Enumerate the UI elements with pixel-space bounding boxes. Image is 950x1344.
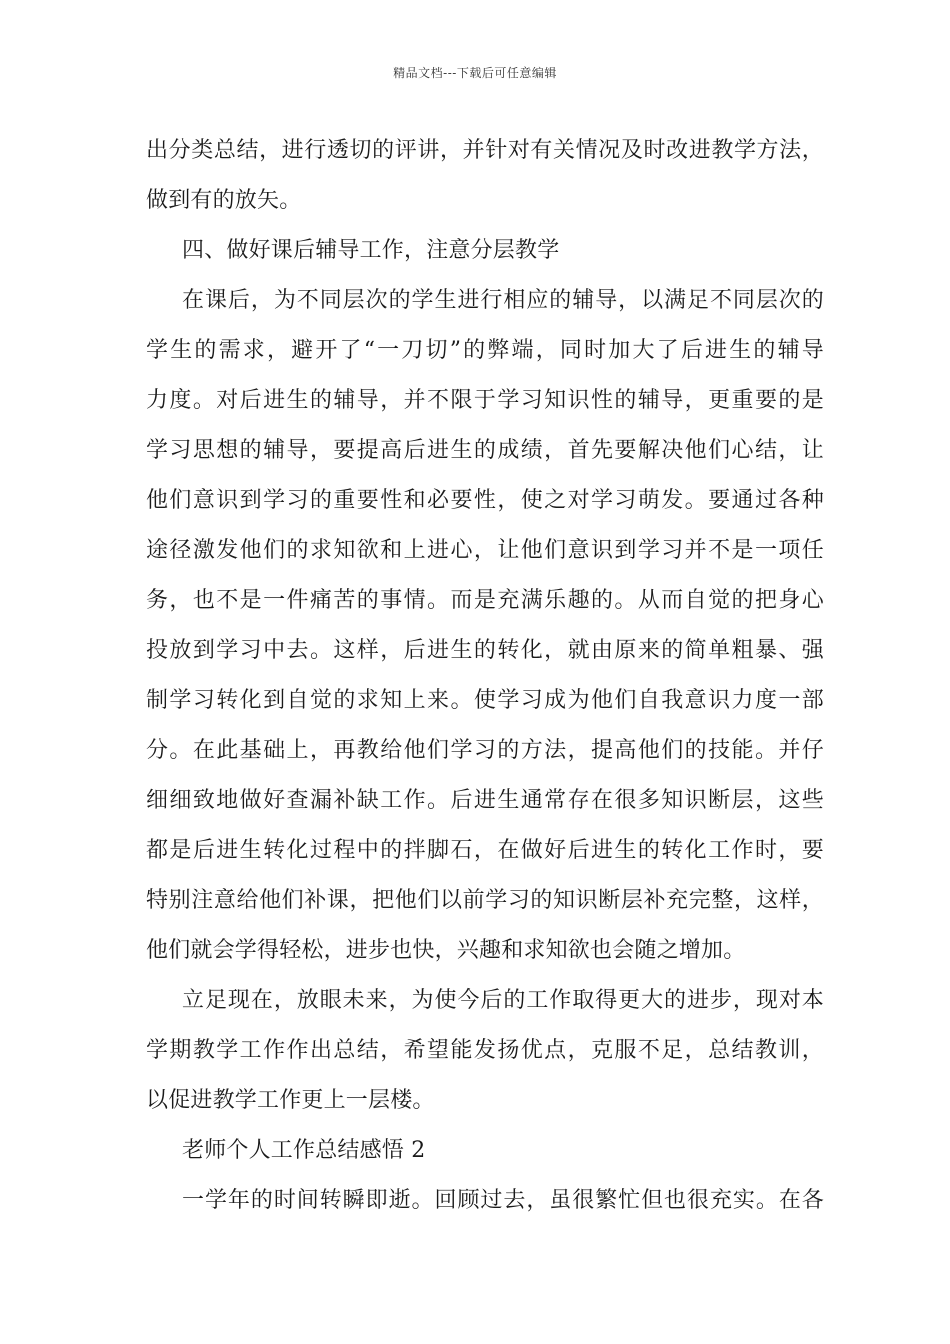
text-line: 以促进教学工作更上一层楼。: [146, 1088, 435, 1113]
document-body: [146, 126, 824, 1226]
text-line: 他们就会学得轻松，进步也快，兴趣和求知欲也会随之增加。: [146, 938, 746, 963]
text-line: 途径激发他们的求知欲和上进心，让他们意识到学习并不是一项任: [146, 538, 824, 563]
text-line: 都是后进生转化过程中的拌脚石，在做好后进生的转化工作时，要: [146, 838, 824, 863]
text-line: 做到有的放矢。: [146, 188, 302, 213]
text-line: 一学年的时间转瞬即逝。回顾过去，虽很繁忙但也很充实。在各: [182, 1188, 824, 1213]
section-title: 老师个人工作总结感悟 2: [182, 1138, 426, 1163]
text-line: 学生的需求，避开了“一刀切”的弊端，同时加大了后进生的辅导: [146, 338, 824, 363]
text-line: 他们意识到学习的重要性和必要性，使之对学习萌发。要通过各种: [146, 488, 824, 513]
text-line: 务，也不是一件痛苦的事情。而是充满乐趣的。从而自觉的把身心: [146, 588, 824, 613]
text-line: 学习思想的辅导，要提高后进生的成绩，首先要解决他们心结，让: [146, 438, 824, 463]
text-line: 力度。对后进生的辅导，并不限于学习知识性的辅导，更重要的是: [146, 388, 824, 413]
text-line: 细细致地做好查漏补缺工作。后进生通常存在很多知识断层，这些: [146, 788, 824, 813]
section-heading: 四、做好课后辅导工作，注意分层教学: [182, 238, 560, 263]
text-line: 在课后，为不同层次的学生进行相应的辅导，以满足不同层次的: [182, 288, 824, 313]
text-line: 出分类总结，进行透切的评讲，并针对有关情况及时改进教学方法，: [146, 138, 824, 163]
text-line: 立足现在，放眼未来，为使今后的工作取得更大的进步，现对本: [182, 988, 824, 1013]
text-line: 特别注意给他们补课，把他们以前学习的知识断层补充完整，这样，: [146, 888, 824, 913]
page-header: 精品文档---下载后可任意编辑: [393, 66, 557, 80]
text-line: 学期教学工作作出总结，希望能发扬优点，克服不足，总结教训，: [146, 1038, 824, 1063]
text-line: 分。在此基础上，再教给他们学习的方法，提高他们的技能。并仔: [146, 738, 824, 763]
text-line: 投放到学习中去。这样，后进生的转化，就由原来的简单粗暴、强: [146, 638, 824, 663]
text-line: 制学习转化到自觉的求知上来。使学习成为他们自我意识力度一部: [146, 688, 824, 713]
